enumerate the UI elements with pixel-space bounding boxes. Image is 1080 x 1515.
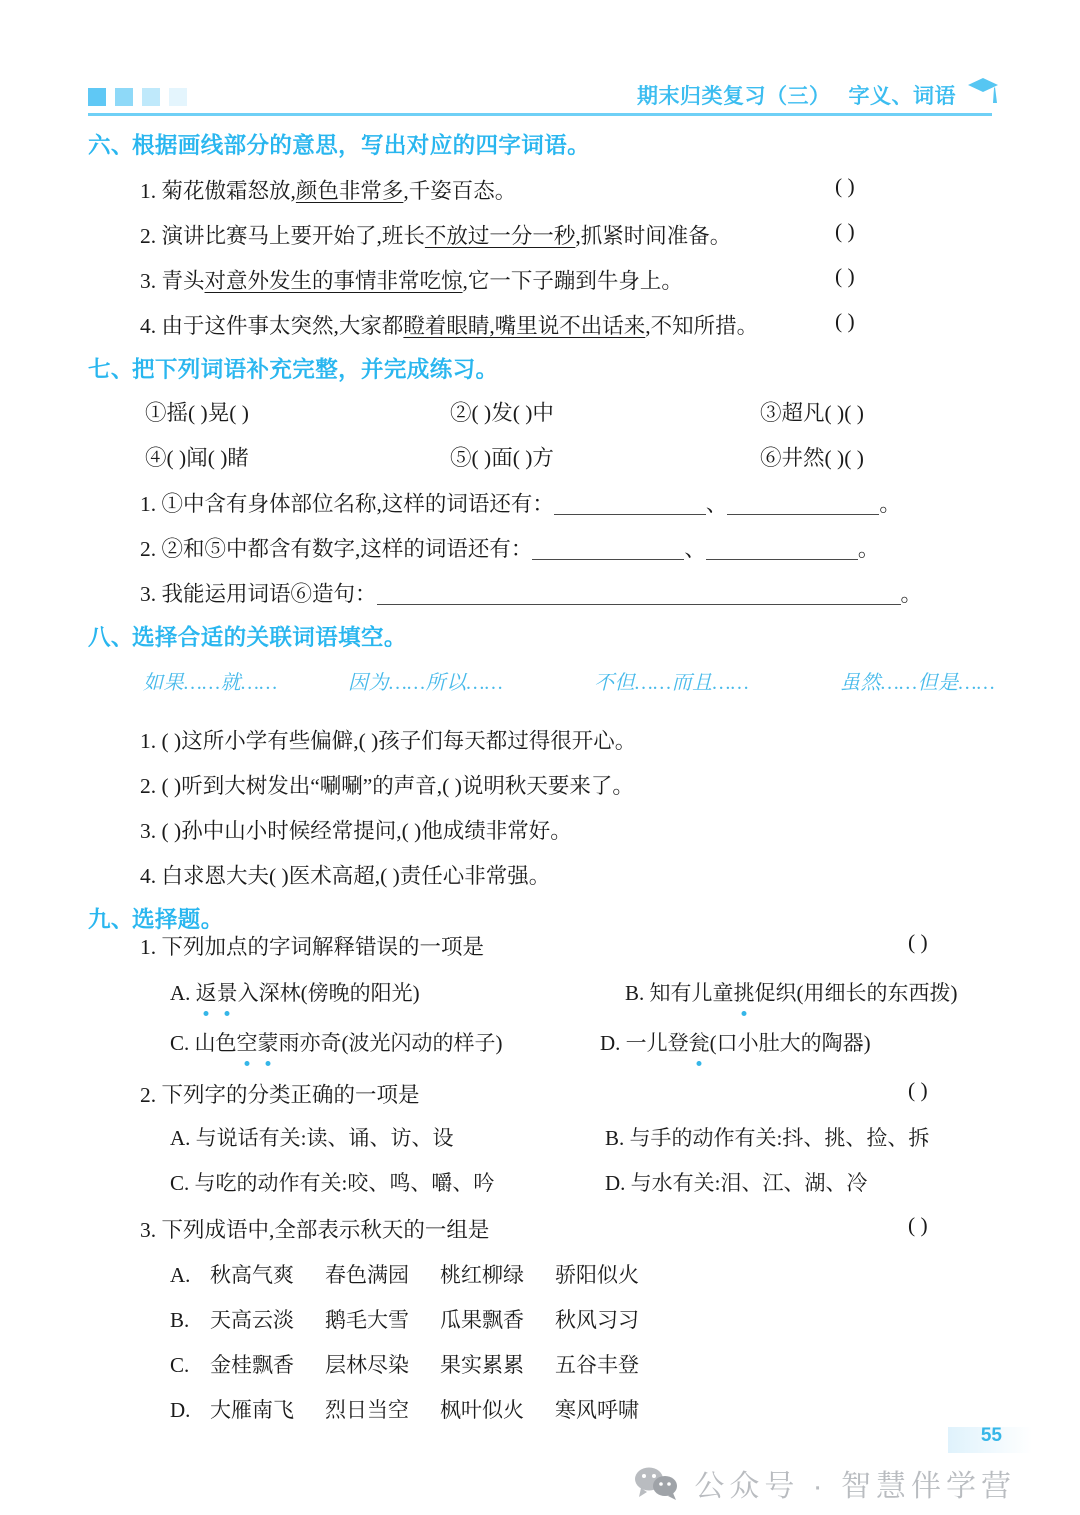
s9-q2-option-d-text: 与水有关:泪、江、湖、冷: [630, 1171, 868, 1195]
s9-q3-row-d-item-4: 寒风呼啸: [555, 1398, 639, 1422]
s9-q3-row-b-item-2: 鹅毛大雪: [325, 1308, 409, 1332]
s9-q3-row-a-label: A.: [170, 1263, 191, 1287]
s6-item-2-underlined: 不放过一分一秒: [424, 224, 576, 248]
s7-sub-1-tail: 。: [879, 492, 901, 516]
s6-item-2: [140, 219, 731, 250]
s9-q1-option-c-rest: 雨亦奇(波光闪动的样子): [278, 1031, 503, 1055]
s7-sub-3-text: 我能运用词语⑥造句：: [161, 582, 377, 606]
s9-q2-option-b-label: B.: [605, 1126, 625, 1150]
s7-sub-1-blank-a[interactable]: [554, 494, 706, 515]
s6-item-1-underlined: 颜色非常多: [295, 179, 404, 203]
s9-q3-row-a-item-1: 秋高气爽: [210, 1263, 294, 1287]
s7-row2-item1-text: ( )闻( )睹: [166, 446, 249, 470]
s7-sub-3-index: 3.: [140, 582, 157, 606]
header-title-right: 字义、词语: [848, 85, 956, 108]
s9-q3-row-c-item-4: 五谷丰登: [555, 1353, 639, 1377]
s9-q3-row-d-item-2: 烈日当空: [325, 1398, 409, 1422]
page-header: [88, 82, 992, 126]
header-title-left: 期末归类复习（三）: [637, 85, 831, 108]
s9-q1-stem-text: 下列加点的字词解释错误的一项是: [161, 935, 485, 959]
s7-sub-2-text: ②和⑤中都含有数字,这样的词语还有：: [161, 537, 533, 561]
s7-row1-item3-mark: ③: [760, 401, 782, 425]
s9-q3-row-d-label: D.: [170, 1398, 191, 1422]
section-6-heading: [88, 128, 590, 160]
s9-q1-option-a-rest: 入深林(傍晚的阳光): [237, 981, 420, 1005]
s7-sub-1-index: 1.: [140, 492, 157, 516]
s9-q3-row-c[interactable]: [170, 1349, 670, 1379]
s6-item-3-pre: 青头: [161, 269, 205, 293]
s9-q3-row-c-label: C.: [170, 1353, 190, 1377]
s7-row2-item1[interactable]: [145, 441, 249, 472]
s7-row1-item2-text: ( )发( )中: [471, 401, 554, 425]
s9-q2-option-d-label: D.: [605, 1171, 626, 1195]
s9-q2-option-b-text: 与手的动作有关:抖、挑、捡、拆: [629, 1126, 930, 1150]
s6-item-1-post: ,千姿百态。: [403, 179, 517, 203]
s9-q3-row-b[interactable]: [170, 1304, 670, 1334]
s8-item-1-blank-a[interactable]: ( ): [161, 729, 182, 753]
s9-q3-row-a[interactable]: [170, 1259, 670, 1289]
s7-row1-item1-mark: ①: [145, 401, 167, 425]
s6-item-4: [140, 309, 758, 340]
s8-item-1-mid: 这所小学有些偏僻,: [181, 729, 359, 753]
s9-q1-option-c-pre: 山色: [194, 1031, 237, 1055]
s9-q3-row-d[interactable]: [170, 1394, 670, 1424]
s7-sub-2-index: 2.: [140, 537, 157, 561]
s7-row2-item2[interactable]: [450, 441, 554, 472]
s8-item-2: [140, 769, 634, 800]
s7-row1-item1[interactable]: [145, 396, 249, 427]
connective-option-1: 如果……就……: [143, 672, 278, 694]
s7-row2-item3-mark: ⑥: [760, 446, 782, 470]
s8-item-1-blank-b[interactable]: ( ): [358, 729, 379, 753]
connective-option-4: 虽然……但是……: [840, 672, 996, 694]
graduation-cap-icon: [966, 76, 1000, 114]
s9-q1-option-a-dotted-2: 景: [217, 977, 238, 1007]
watermark-text: 公众号 · 智慧伴学营: [694, 1470, 1016, 1503]
s8-item-1-index: 1.: [140, 729, 157, 753]
s9-q1-option-a-dotted-1: 返: [196, 977, 217, 1007]
s9-q2-option-b[interactable]: [605, 1122, 929, 1152]
s9-q1-option-b-rest: 促织(用细长的东西拨): [754, 981, 958, 1005]
header-rule: [88, 113, 992, 116]
s7-row2-item3-text: 井然( )( ): [781, 446, 864, 470]
s7-row2-item1-mark: ④: [145, 446, 167, 470]
s7-row1-item2-mark: ②: [450, 401, 472, 425]
section-9-title: 选择题。: [132, 907, 224, 932]
section-8-title: 选择合适的关联词语填空。: [132, 625, 407, 650]
s8-item-2-post: 说明秋天要来了。: [461, 774, 634, 798]
s6-item-3-index: 3.: [140, 269, 157, 293]
s9-q3-row-d-item-1: 大雁南飞: [210, 1398, 294, 1422]
s8-item-3-index: 3.: [140, 819, 157, 843]
s9-q1-answer-paren[interactable]: ( ): [908, 930, 928, 954]
s8-item-3-mid: 孙中山小时候经常提问,: [181, 819, 402, 843]
s6-answer-paren-4[interactable]: ( ): [835, 309, 855, 333]
s9-q1-option-c-dotted-1: 空: [237, 1027, 258, 1057]
s9-q3-row-b-item-1: 天高云淡: [210, 1308, 294, 1332]
s9-q1-option-d-dotted: 瓮: [689, 1027, 710, 1057]
s9-q1-stem: [140, 930, 484, 961]
s9-q1-option-c-dotted-2: 蒙: [258, 1027, 279, 1057]
s7-row1-item3-text: 超凡( )( ): [781, 401, 864, 425]
s9-q3-row-c-item-3: 果实累累: [440, 1353, 524, 1377]
s9-q2-option-a[interactable]: [170, 1122, 454, 1152]
s9-q3-stem-text: 下列成语中,全部表示秋天的一组是: [161, 1218, 490, 1242]
s7-sub-2: [140, 532, 879, 563]
s7-row2-item2-text: ( )面( )方: [471, 446, 554, 470]
s8-item-2-blank-a[interactable]: ( ): [161, 774, 182, 798]
section-7-number: 七、: [88, 357, 134, 382]
s6-item-2-post: ,抓紧时间准备。: [575, 224, 732, 248]
s9-q2-option-a-label: A.: [170, 1126, 191, 1150]
s8-item-4: [140, 859, 550, 890]
s9-q2-answer-paren[interactable]: ( ): [908, 1078, 928, 1102]
connective-option-3: 不但……而且……: [594, 672, 750, 694]
s6-item-4-index: 4.: [140, 314, 157, 338]
s7-row1-item1-text: 摇( )晃( ): [166, 401, 249, 425]
s9-q1-option-b-dotted: 挑: [734, 977, 755, 1007]
s6-item-3-underlined: 对意外发生的事情非常吃惊: [204, 269, 463, 293]
s6-answer-paren-3[interactable]: ( ): [835, 264, 855, 288]
s7-row2-item3[interactable]: [760, 441, 864, 472]
s8-item-4-blank-b[interactable]: ( ): [380, 864, 400, 888]
s9-q3-answer-paren[interactable]: ( ): [908, 1213, 928, 1237]
s7-sub-1-separator: 、: [705, 492, 728, 516]
s6-item-1: [140, 174, 516, 205]
s8-item-1-post: 孩子们每天都过得很开心。: [378, 729, 637, 753]
s9-q1-option-b-label: B.: [625, 981, 645, 1005]
s7-sub-2-tail: 。: [857, 537, 880, 561]
section-8-heading: [88, 620, 407, 652]
s8-item-3: [140, 814, 572, 845]
s6-answer-paren-1[interactable]: ( ): [835, 174, 855, 198]
s7-sub-1-blank-b[interactable]: [727, 494, 879, 515]
s9-q3-stem: [140, 1213, 489, 1244]
s9-q3-row-d-item-3: 枫叶似火: [440, 1398, 524, 1422]
s6-item-3: [140, 264, 683, 295]
s6-item-2-index: 2.: [140, 224, 157, 248]
s9-q3-row-b-item-3: 瓜果飘香: [440, 1308, 524, 1332]
s9-q3-row-b-label: B.: [170, 1308, 190, 1332]
section-6-number: 六、: [88, 133, 134, 158]
s9-q2-stem-text: 下列字的分类正确的一项是: [161, 1083, 420, 1107]
s9-q1-option-d-label: D.: [600, 1031, 621, 1055]
s9-q1-option-a[interactable]: [170, 977, 420, 1007]
s6-item-1-pre: 菊花傲霜怒放,: [161, 179, 296, 203]
s9-q2-option-c[interactable]: [170, 1167, 494, 1197]
s9-q2-option-a-text: 与说话有关:读、诵、访、设: [195, 1126, 454, 1150]
s7-row1-item2[interactable]: [450, 396, 554, 427]
s8-item-4-blank-a[interactable]: 白求恩大夫( ): [161, 864, 289, 888]
s8-item-4-post: 责任心非常强。: [399, 864, 551, 888]
s9-q3-index: 3.: [140, 1218, 157, 1242]
s6-item-3-post: ,它一下子蹦到牛身上。: [462, 269, 683, 293]
s7-row1-item3[interactable]: [760, 396, 864, 427]
s9-q1-index: 1.: [140, 935, 157, 959]
s9-q1-option-b-pre: 知有儿童: [649, 981, 734, 1005]
s7-sub-2-blank-a[interactable]: [532, 539, 684, 560]
s7-sub-2-separator: 、: [684, 537, 706, 561]
wechat-icon: [634, 1466, 680, 1500]
s8-item-2-mid: 听到大树发出“唰唰”的声音,: [181, 774, 443, 798]
connective-word-bank: [143, 666, 995, 695]
s9-q2-index: 2.: [140, 1083, 157, 1107]
section-7-heading: [88, 352, 498, 384]
s9-q1-option-a-label: A.: [170, 981, 191, 1005]
s9-q1-option-d-pre: 一儿登: [625, 1031, 689, 1055]
s8-item-3-blank-a[interactable]: ( ): [161, 819, 182, 843]
connective-option-2: 因为……所以……: [348, 672, 504, 694]
s9-q3-row-c-item-2: 层林尽染: [325, 1353, 409, 1377]
s6-item-4-underlined: 瞪着眼睛,嘴里说不出话来: [403, 314, 646, 338]
section-7-title: 把下列词语补充完整，并完成练习。: [132, 357, 499, 382]
section-8-number: 八、: [88, 625, 134, 650]
s7-sub-1-text: ①中含有身体部位名称,这样的词语还有：: [161, 492, 554, 516]
s7-sub-2-blank-b[interactable]: [706, 539, 858, 560]
s9-q1-option-c[interactable]: [170, 1027, 503, 1057]
s8-item-4-mid: 医术高超,: [288, 864, 381, 888]
s9-q2-option-c-label: C.: [170, 1171, 190, 1195]
page-number: 55: [980, 1425, 1002, 1446]
s6-item-1-index: 1.: [140, 179, 157, 203]
s9-q1-option-d[interactable]: [600, 1027, 871, 1057]
s7-sub-3: [140, 577, 922, 608]
s9-q3-row-c-item-1: 金桂飘香: [210, 1353, 294, 1377]
s6-answer-paren-2[interactable]: ( ): [835, 219, 855, 243]
s9-q3-row-a-item-2: 春色满园: [325, 1263, 409, 1287]
s8-item-1: [140, 724, 636, 755]
section-9-number: 九、: [88, 907, 134, 932]
s8-item-2-index: 2.: [140, 774, 157, 798]
header-decoration-squares: [88, 88, 187, 106]
s9-q3-row-b-item-4: 秋风习习: [555, 1308, 639, 1332]
s9-q3-row-a-item-4: 骄阳似火: [555, 1263, 639, 1287]
s6-item-4-pre: 由于这件事太突然,大家都: [161, 314, 404, 338]
s8-item-3-post: 他成绩非常好。: [421, 819, 572, 843]
s7-sub-3-tail: 。: [900, 582, 923, 606]
s9-q1-option-b[interactable]: [625, 977, 958, 1007]
s9-q1-option-d-rest: (口小肚大的陶器): [709, 1031, 871, 1055]
header-title: [637, 80, 956, 110]
s6-item-2-pre: 演讲比赛马上要开始了,班长: [161, 224, 425, 248]
s9-q2-option-c-text: 与吃的动作有关:咬、鸣、嚼、吟: [194, 1171, 495, 1195]
s7-sub-1: [140, 487, 901, 518]
s7-row2-item2-mark: ⑤: [450, 446, 472, 470]
s9-q3-row-a-item-3: 桃红柳绿: [440, 1263, 524, 1287]
s9-q2-stem: [140, 1078, 420, 1109]
watermark: [634, 1461, 1016, 1505]
s8-item-4-index: 4.: [140, 864, 157, 888]
s8-item-2-blank-b[interactable]: ( ): [442, 774, 462, 798]
s9-q2-option-d[interactable]: [605, 1167, 868, 1197]
section-6-title: 根据画线部分的意思，写出对应的四字词语。: [132, 133, 591, 158]
s8-item-3-blank-b[interactable]: ( ): [401, 819, 422, 843]
s6-item-4-post: ,不知所措。: [645, 314, 759, 338]
s9-q1-option-c-label: C.: [170, 1031, 190, 1055]
s7-sub-3-blank[interactable]: [377, 584, 901, 605]
